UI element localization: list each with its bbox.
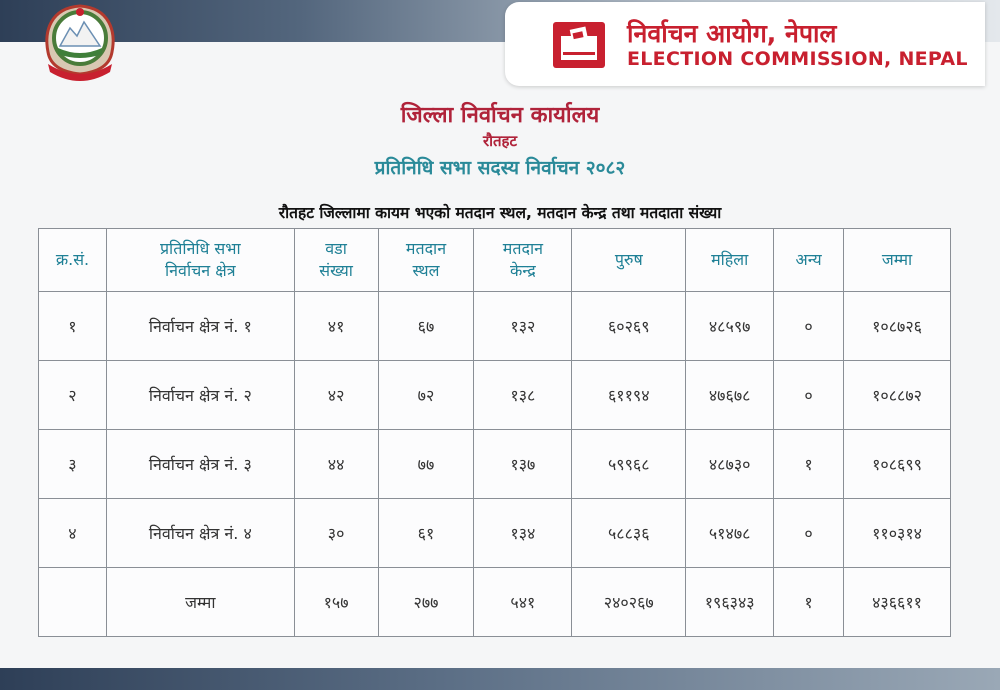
cell-polling-station: ६१ [378, 499, 474, 568]
cell-polling-station: ७२ [378, 361, 474, 430]
cell-male: ६११९४ [572, 361, 686, 430]
cell-ward-count: ४४ [294, 430, 378, 499]
header-serial: क्र.सं. [39, 229, 107, 292]
cell-serial [39, 568, 107, 637]
cell-female: १९६३४३ [686, 568, 774, 637]
cell-polling-center: ५४१ [474, 568, 572, 637]
cell-polling-center: १३८ [474, 361, 572, 430]
table-total-row [39, 568, 951, 637]
table-caption: रौतहट जिल्लामा कायम भएको मतदान स्थल, मतदान केन्द्र तथा मतदाता संख्या [278, 204, 722, 222]
cell-female: ५१४७८ [686, 499, 774, 568]
office-title: जिल्ला निर्वाचन कार्यालय [400, 103, 600, 128]
cell-male: ५८८३६ [572, 499, 686, 568]
cell-constituency: निर्वाचन क्षेत्र नं. १ [106, 292, 294, 361]
cell-total: १०८६९९ [844, 430, 951, 499]
election-commission-header [505, 2, 985, 86]
cell-polling-station: २७७ [378, 568, 474, 637]
ec-name-english: ELECTION COMMISSION, NEPAL [627, 48, 968, 70]
cell-constituency: निर्वाचन क्षेत्र नं. ३ [106, 430, 294, 499]
header-ward-count: वडा संख्या [294, 229, 378, 292]
bottom-banner [0, 668, 1000, 690]
cell-other: ० [774, 499, 844, 568]
cell-serial: ४ [39, 499, 107, 568]
cell-polling-center: १३७ [474, 430, 572, 499]
cell-polling-station: ६७ [378, 292, 474, 361]
cell-polling-center: १३२ [474, 292, 572, 361]
header-polling-station: मतदान स्थल [378, 229, 474, 292]
header-female: महिला [686, 229, 774, 292]
polling-stats-table [38, 228, 951, 637]
header-other: अन्य [774, 229, 844, 292]
header-male: पुरुष [572, 229, 686, 292]
cell-constituency: निर्वाचन क्षेत्र नं. २ [106, 361, 294, 430]
table-row [39, 430, 951, 499]
cell-total: ११०३१४ [844, 499, 951, 568]
table-row [39, 499, 951, 568]
election-title: प्रतिनिधि सभा सदस्य निर्वाचन २०८२ [374, 157, 626, 179]
cell-other: ० [774, 292, 844, 361]
header-constituency: प्रतिनिधि सभा निर्वाचन क्षेत्र [106, 229, 294, 292]
cell-other: १ [774, 430, 844, 499]
cell-female: ४७६७८ [686, 361, 774, 430]
cell-polling-center: १३४ [474, 499, 572, 568]
ec-name-nepali: निर्वाचन आयोग, नेपाल [627, 19, 837, 48]
cell-serial: २ [39, 361, 107, 430]
cell-polling-station: ७७ [378, 430, 474, 499]
cell-female: ४८७३० [686, 430, 774, 499]
cell-constituency: निर्वाचन क्षेत्र नं. ४ [106, 499, 294, 568]
cell-other: ० [774, 361, 844, 430]
cell-male: ५९९६८ [572, 430, 686, 499]
cell-ward-count: ३० [294, 499, 378, 568]
cell-other: १ [774, 568, 844, 637]
cell-serial: १ [39, 292, 107, 361]
cell-male: ६०२६९ [572, 292, 686, 361]
cell-male: २४०२६७ [572, 568, 686, 637]
table-row [39, 361, 951, 430]
district-title: रौतहट [482, 132, 518, 150]
header-total: जम्मा [844, 229, 951, 292]
cell-total: १०८७२६ [844, 292, 951, 361]
cell-ward-count: १५७ [294, 568, 378, 637]
nepal-emblem-icon [30, 2, 130, 88]
cell-total: १०८८७२ [844, 361, 951, 430]
cell-female: ४८५९७ [686, 292, 774, 361]
ballot-box-icon [553, 22, 605, 68]
header-polling-center: मतदान केन्द्र [474, 229, 572, 292]
cell-total-label: जम्मा [106, 568, 294, 637]
table-header-row [39, 229, 951, 292]
cell-ward-count: ४१ [294, 292, 378, 361]
cell-total: ४३६६११ [844, 568, 951, 637]
cell-ward-count: ४२ [294, 361, 378, 430]
cell-serial: ३ [39, 430, 107, 499]
table-row [39, 292, 951, 361]
